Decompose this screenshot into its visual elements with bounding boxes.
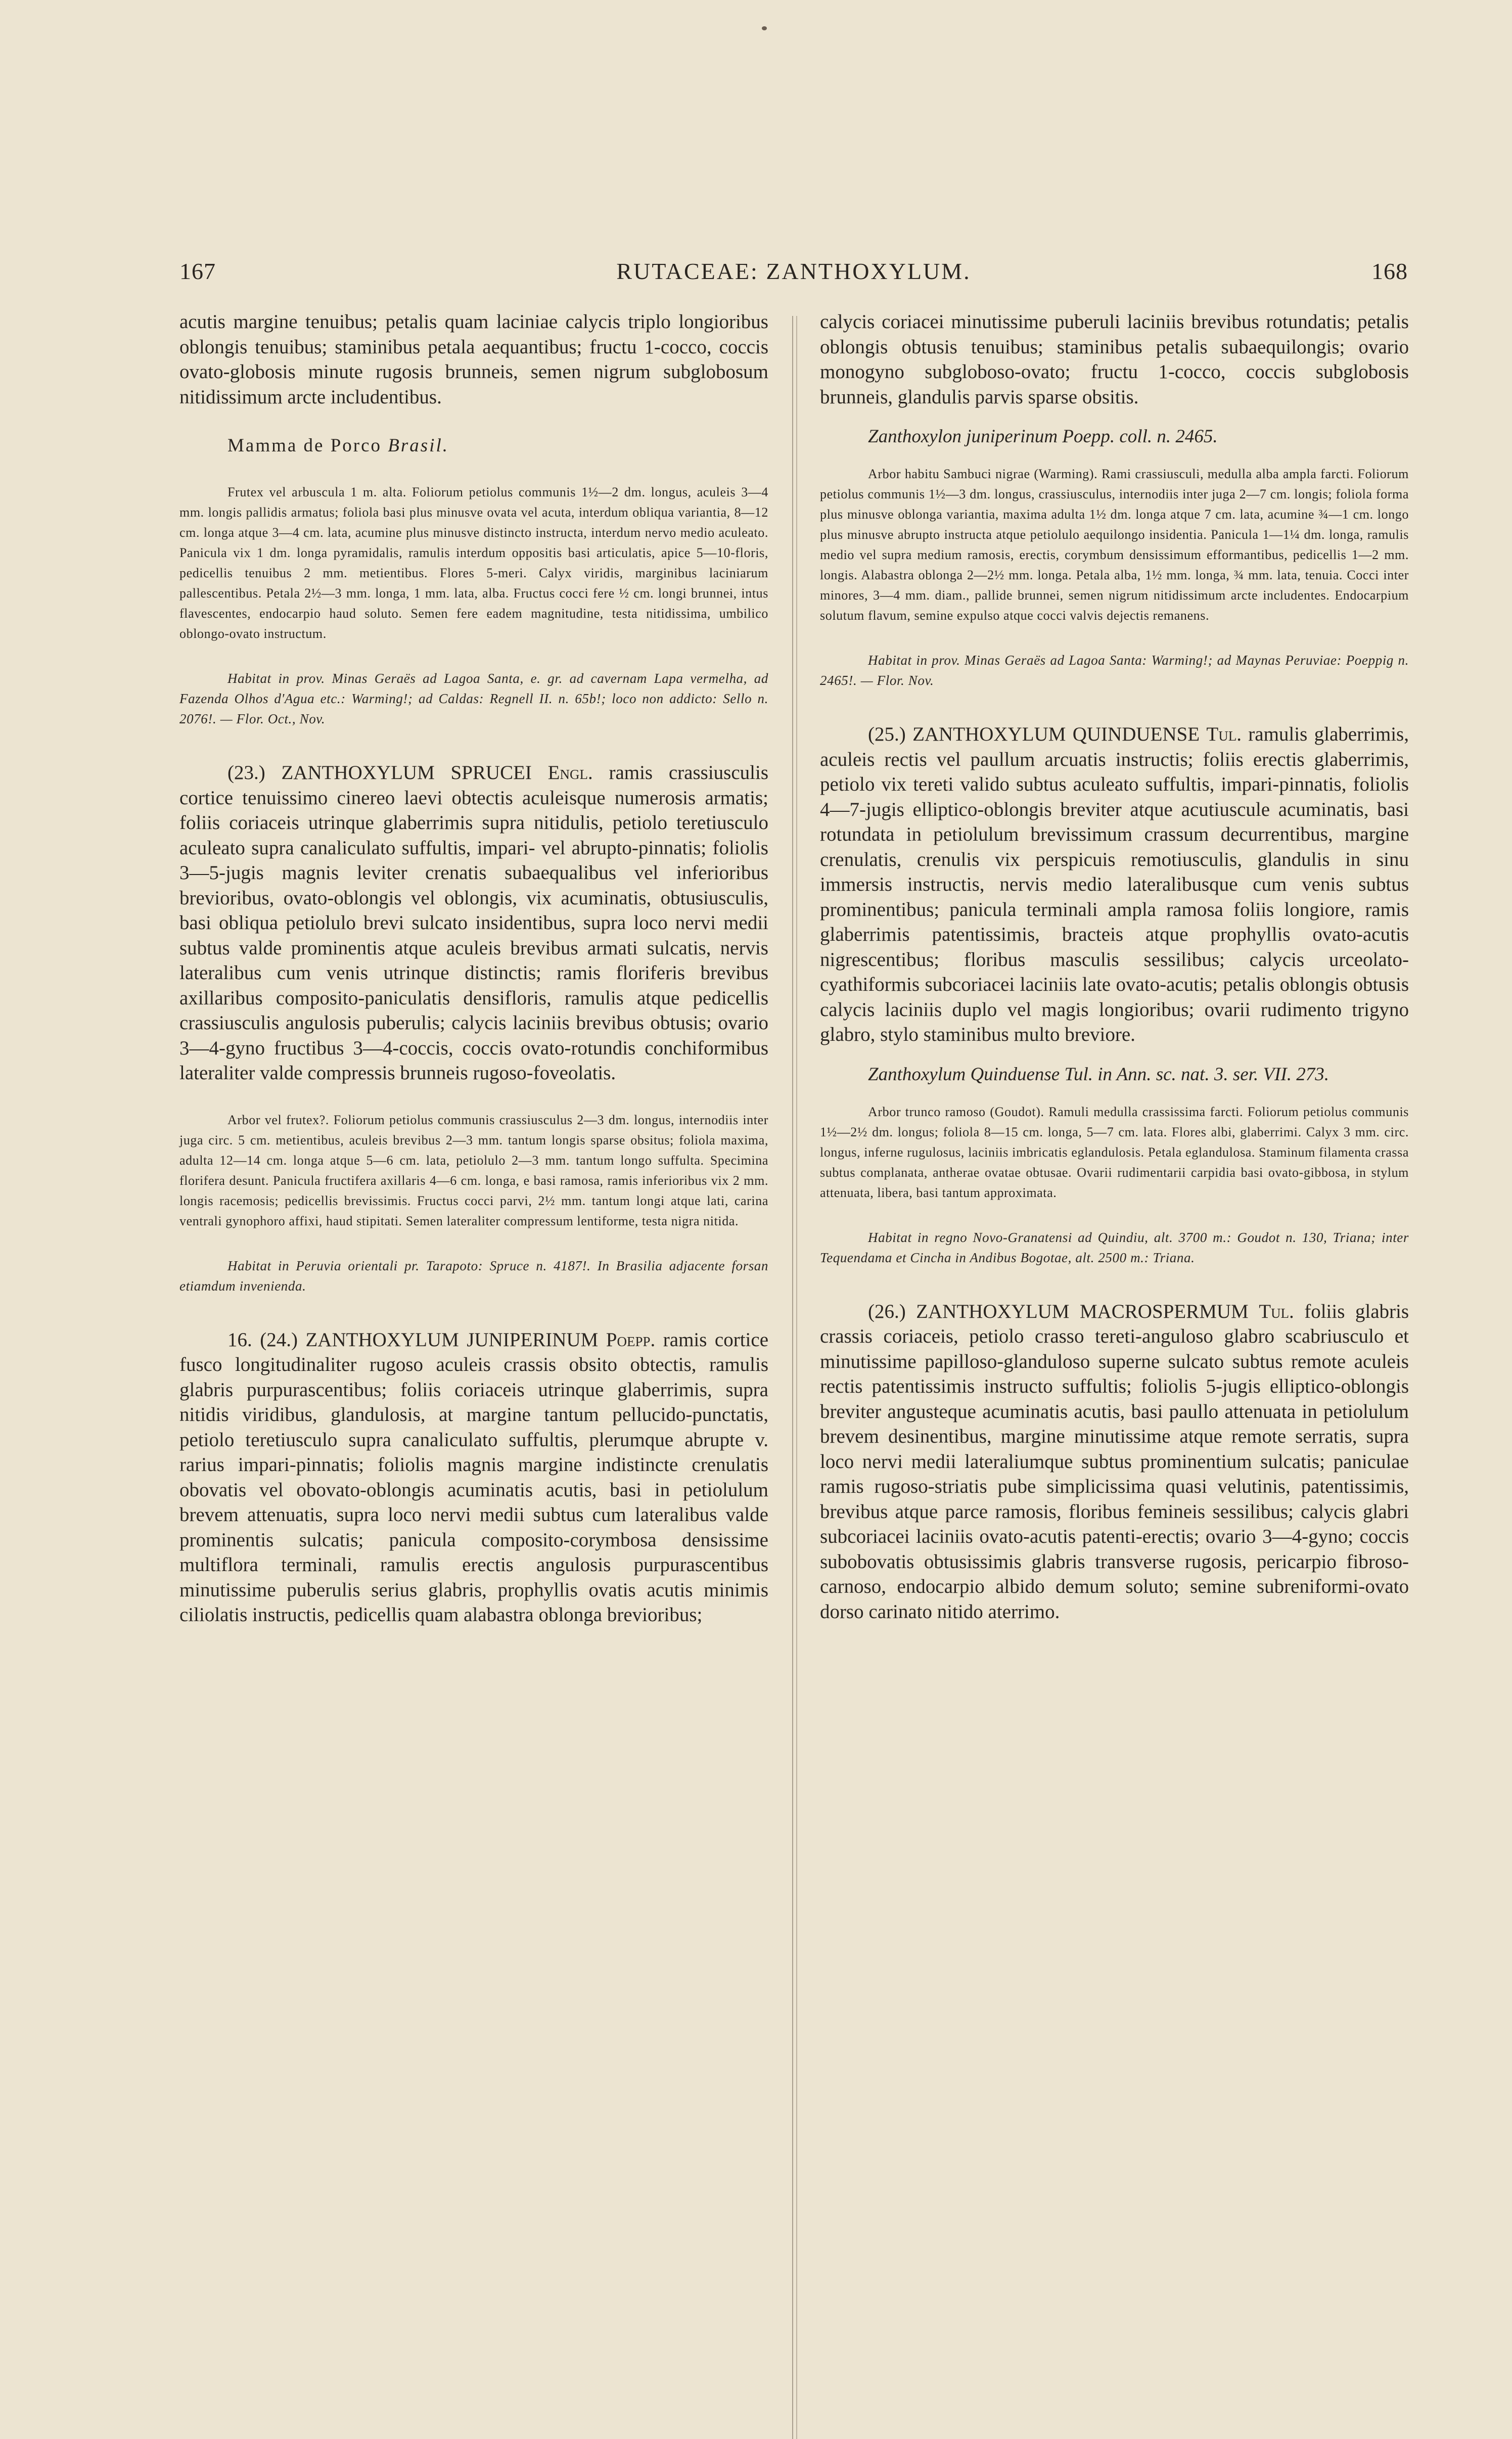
species-author: Tul. (1259, 1300, 1294, 1322)
species-entry-24 (179, 1327, 768, 1628)
locality-heading (179, 434, 768, 458)
continued-description: acutis margine tenuibus; petalis quam laciniae calycis triplo longioribus oblongis tenuibus; staminibus petala aequantibus; fructu 1-cocco, coccis ovato-globosis minute rugosis brunneis, semen nigrum subglobosum nitidissimum arcte includentibus. (179, 311, 768, 408)
left-column (179, 309, 768, 1628)
species-entry-23 (179, 760, 768, 1086)
species-author: Tul. (1206, 723, 1242, 745)
species-entry-26 (820, 1299, 1409, 1625)
species-diagnosis: ramulis glaberrimis, aculeis rectis vel paullum arcuatis instructis; foliis erectis glaberrimis, petiolo vix tereti valido subtus aculeato suffultis, impari-pinnatis, foliolis 4—7-jugis elliptico-oblongis breviter atque acutiuscule acuminatis, basi rotundata in petiolulum brevissimum crassum decurrentibus, margine crenulatis, crenulis vix perspicuis remotiusculis, glandulis in sinu immersis instructis, nervis medio lateralibusque cum venis subtus prominentibus; panicula terminali ampla ramosa foliis longiore, ramis glaberrimis patentissimis, bracteis atque prophyllis ovato-acutis nigrescentibus; floribus masculis sessilibus; calycis urceolato-cyathiformis subcoriacei laciniis late ovato-acutis; petalis oblongis obtusis calycis laciniis duplo vel magis longioribus; ovarii rudimento trigyno glabro, stylo staminibus multo breviore. (820, 723, 1409, 1045)
species-diagnosis: foliis glabris crassis coriaceis, petiolo crasso tereti-anguloso glabro scabriusculo et minutissime papilloso-glanduloso superne sulcato subtus remote aculeis rectis patentissimis instructo suffultis; foliolis 5-jugis elliptico-oblongis breviter angusteque acuminatis acutis, basi paullo attenuata in petiolulum brevem desinentibus, margine minutissime atque remote serratis, supra loco nervi medii lateraliumque subtus prominentium sulcatis; paniculae ramis rugoso-striatis pube simplicissima quasi velutinis, patentissimis, brevibus atque parce ramosis, floribus femineis sessilibus; calycis glabri subcoriacei laciniis ovato-acutis patenti-erectis; ovario 3—4-gyno; coccis subobovatis obtusissimis glabris transverse rugosis, pericarpio fibroso-carnoso, endocarpio albido demum soluto; semine subreniformi-ovato dorso carinato nitido aterrimo. (820, 1300, 1409, 1623)
description-block: Arbor habitu Sambuci nigrae (Warming). Rami crassiusculi, medulla alba ampla farcti. Foliorum petiolus communis 1½—3 dm. longus, crassiusculus, internodiis inter juga 2—7 cm. longis; foliola forma plus minusve oblonga variantia, maxima adulta 1½ dm. longa atque 7 cm. lata, acumine ¾—1 cm. longo plus minusve abrupto instructa atque petiolulo aequilongo insidentia. Panicula 1—1¼ dm. longa, ramulis medio vel supra medium ramosis, erectis, corymbum densissimum efformantibus, pedicellis 1—2 mm. longis. Alabastra oblonga 2—2½ mm. longa. Petala alba, 1½ mm. longa, ¾ mm. lata, tenuia. Cocci inter minores, 3—4 mm. diam., pallide brunnei, semen nigrum nitidissimum arcte includentes. Endocarpium solutum flavum, semine expulso atque cocci valvis dejectis remanens. (820, 467, 1409, 623)
paper-speck (762, 26, 767, 30)
locality-place: Brasil. (388, 435, 449, 456)
habitat-block: Habitat in regno Novo-Granatensi ad Quindiu, alt. 3700 m.: Goudot n. 130, Triana; inter Tequendama et Cincha in Andibus Bogotae, alt. 2500 m.: Triana. (820, 1229, 1409, 1265)
locality-name: Mamma de Porco (227, 435, 382, 456)
species-diagnosis: ramis cortice fusco longitudinaliter rugoso aculeis crassis obsito obtectis, ramulis glabris purpurascentibus; foliis coriaceis utrinque glaberrimis, supra nitidis viridibus, glandulosis, at margine tantum pellucido-punctatis, petiolo teretiusculo supra canaliculato suffultis, plerumque abrupte v. rarius impari-pinnatis; foliolis magnis margine indistincte crenulatis obovatis vel obovato-oblongis acuminatis acutis, basi in petiolulum brevem attenuatis, supra loco nervi medii subtus cum lateralibus valde prominentis sulcatis; panicula composito-corymbosa densissime multiflora terminali, ramulis erectis angulosis purpurascentibus minutissime puberulis serius glabris, prophyllis ovatis acutis minimis ciliolatis instructis, pedicellis quam alabastra oblonga brevioribus; (179, 1328, 768, 1626)
page-number-right: 168 (1371, 258, 1408, 284)
description-block: Arbor vel frutex?. Foliorum petiolus communis crassiusculus 2—3 dm. longus, internodiis inter juga circ. 5 cm. metientibus, aculeis brevibus 2—3 mm. tantum longis sparse obsitus; foliola maxima, adulta 12—14 cm. longa atque 5—6 cm. lata, petiolulo 2—3 mm. tantum longo suffulta. Specimina florifera desunt. Panicula fructifera axillaris 4—6 cm. longa, e basi ramosa, ramis inferioribus vix 2 mm. longis racemosis; pedicellis brevissimis. Fructus cocci parvi, 2½ mm. tantum longi atque lati, carina ventrali gynophoro affixi, haud stipitati. Semen lateraliter compressum lentiforme, testa nigra nitida. (179, 1112, 768, 1228)
page-number-left: 167 (179, 258, 216, 284)
species-heading: (23.) ZANTHOXYLUM SPRUCEI (227, 762, 532, 784)
reference-citation: Zanthoxylum Quinduense Tul. in Ann. sc. nat. 3. ser. VII. 273. (868, 1064, 1329, 1085)
habitat-block: Habitat in prov. Minas Geraës ad Lagoa Santa: Warming!; ad Maynas Peruviae: Poeppig n. 2465!. — Flor. Nov. (820, 653, 1409, 688)
continued-description: calycis coriacei minutissime puberuli laciniis brevibus rotundatis; petalis oblongis obtusis tenuibus; staminibus petalis subaequilongis; ovario monogyno subgloboso-ovato; fructu 1-cocco, coccis subglobosis brunneis, glandulis parvis sparse obsitis. (820, 311, 1409, 408)
running-header (179, 258, 1408, 293)
reference-citation: Zanthoxylon juniperinum Poepp. coll. n. 2465. (868, 426, 1218, 447)
species-diagnosis: ramis crassiusculis cortice tenuissimo cinereo laevi obtectis aculeisque numerosis armatis; foliis coriaceis utrinque glaberrimis supra nitidulis, petiolo teretiusculo aculeato supra canaliculato suffultis, impari- vel abrupto-pinnatis; foliolis 3—5-jugis magnis leviter crenatis subaequalibus vel inferioribus brevioribus, ovato-oblongis vel oblongis, vix acuminatis, obtusiusculis, basi obliqua petiolulo brevi sulcato insidentibus, supra loco nervi medii subtus valde prominentis atque aculeis brevibus armati sulcatis, nervis lateralibus cum venis utrinque distinctis; ramis floriferis brevibus axillaribus composito-paniculatis densifloris, ramulis atque pedicellis crassiusculis angulosis puberulis; calycis laciniis brevibus obtusis; ovario 3—4-gyno fructibus 3—4-coccis, coccis ovato-rotundis conchiformibus lateraliter valde compressis brunneis rugoso-foveolatis. (179, 762, 768, 1084)
column-rule-double (796, 316, 797, 2439)
species-entry-25 (820, 722, 1409, 1047)
species-heading: 16. (24.) ZANTHOXYLUM JUNIPERINUM (227, 1328, 599, 1351)
running-title: RUTACEAE: ZANTHOXYLUM. (616, 258, 971, 284)
description-block: Arbor trunco ramoso (Goudot). Ramuli medulla crassissima farcti. Foliorum petiolus communis 1½—2½ dm. longus; foliola 8—15 cm. longa, 5—7 cm. lata. Flores albi, glaberrimi. Calyx 3 mm. circ. longus, inferne rugulosus, laciniis imbricatis eglandulosis. Petala eglandulosa. Staminum filamenta crassa subtus complanata, antherae ovatae obtusae. Ovarii rudimentarii carpidia basi ovato-gibbosa, in stylum attenuata, libera, basi tantum approximata. (820, 1104, 1409, 1200)
column-rule (792, 316, 793, 2439)
species-author: Poepp. (606, 1328, 656, 1351)
species-heading: (26.) ZANTHOXYLUM MACROSPERMUM (868, 1300, 1249, 1322)
species-author: Engl. (547, 762, 593, 784)
habitat-block: Habitat in prov. Minas Geraës ad Lagoa Santa, e. gr. ad cavernam Lapa vermelha, ad Fazenda Olhos d'Agua etc.: Warming!; ad Caldas: Regnell II. n. 65b!; loco non addicto: Sello n. 2076!. — Flor. Oct., Nov. (179, 671, 768, 726)
habitat-block: Habitat in Peruvia orientali pr. Tarapoto: Spruce n. 4187!. In Brasilia adjacente forsan etiamdum invenienda. (179, 1258, 768, 1294)
description-block: Frutex vel arbuscula 1 m. alta. Foliorum petiolus communis 1½—2 dm. longus, aculeis 3—4 mm. longis pallidis armatus; foliola basi plus minusve ovata vel acuta, interdum obliqua variantia, 8—12 cm. longa atque 3—4 cm. lata, acumine plus minusve distincto instructa, interdum nervo medio aculeato. Panicula vix 1 dm. longa pyramidalis, ramulis interdum oppositis basi articulatis, apice 5—10-floris, pedicellis tenuibus 2 mm. metientibus. Flores 5-meri. Calyx viridis, marginibus laciniarum pallescentibus. Petala 2½—3 mm. longa, 1 mm. lata, alba. Fructus cocci fere ½ cm. longi brunnei, intus flavescentes, endocarpio haud soluto. Semen fere eadem magnitudine, testa nitidissima, umbilico oblongo-ovato instructum. (179, 485, 768, 641)
right-column (820, 309, 1409, 1624)
species-heading: (25.) ZANTHOXYLUM QUINDUENSE (868, 723, 1200, 745)
